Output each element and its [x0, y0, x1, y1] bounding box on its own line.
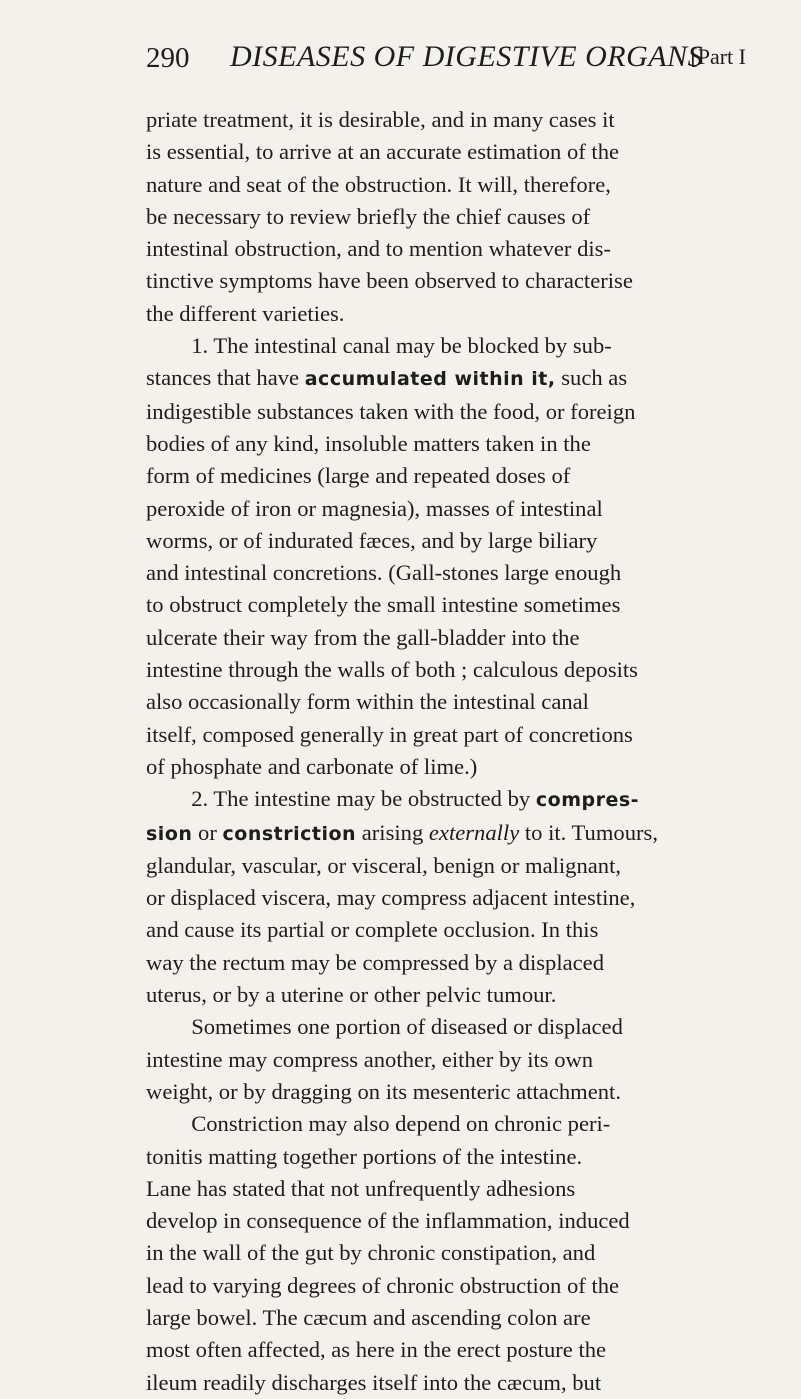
text-line	[146, 396, 746, 428]
text-segment: to obstruct completely the small intestine sometimes	[146, 592, 621, 618]
text-line	[146, 654, 746, 686]
text-line	[146, 233, 746, 265]
text-line	[146, 783, 746, 816]
text-segment: priate treatment, it is desirable, and in many cases it	[146, 107, 615, 132]
text-line	[146, 1141, 746, 1173]
text-line	[146, 493, 746, 525]
text-segment: intestinal obstruction, and to mention whatever dis-	[146, 236, 611, 262]
text-line	[146, 1011, 746, 1043]
text-line	[146, 850, 746, 882]
text-line	[146, 817, 746, 850]
text-line	[146, 525, 746, 557]
text-segment: the different varieties.	[146, 300, 345, 326]
text-line	[146, 428, 746, 460]
text-line	[146, 882, 746, 914]
running-header	[146, 40, 746, 80]
text-line	[146, 1302, 746, 1334]
text-segment: Sometimes one portion of diseased or displaced	[146, 1014, 623, 1040]
text-line	[146, 1334, 746, 1366]
page-number: 290	[146, 42, 190, 74]
text-segment: uterus, or by a uterine or other pelvic tumour.	[146, 982, 557, 1008]
text-line	[146, 751, 746, 783]
text-line	[146, 979, 746, 1011]
text-segment: most often affected, as here in the erect posture the	[146, 1337, 607, 1363]
text-line	[146, 362, 746, 395]
text-line	[146, 622, 746, 654]
text-segment: such as	[555, 365, 628, 391]
text-line	[146, 914, 746, 946]
text-segment: tinctive symptoms have been observed to characterise	[146, 268, 633, 294]
text-line	[146, 265, 746, 297]
text-line	[146, 136, 746, 168]
text-segment: arising	[356, 819, 429, 845]
text-segment: of phosphate and carbonate of lime.)	[146, 753, 478, 779]
text-line	[146, 1367, 746, 1399]
text-segment: intestine through the walls of both ; calculous deposits	[146, 657, 638, 683]
text-segment: is essential, to arrive at an accurate estimation of the	[146, 139, 620, 165]
running-title: DISEASES OF DIGESTIVE ORGANS	[230, 40, 704, 73]
text-line	[146, 201, 746, 233]
text-line	[146, 686, 746, 718]
italic-term: externally	[428, 819, 520, 845]
body-text	[146, 104, 746, 1399]
text-segment: or displaced viscera, may compress adjacent intestine,	[146, 885, 636, 911]
text-segment: large bowel. The cæcum and ascending colon are	[146, 1304, 591, 1330]
text-segment: peroxide of iron or magnesia), masses of intestinal	[146, 495, 603, 521]
text-segment: itself, composed generally in great part of concretions	[146, 721, 633, 747]
text-segment: worms, or of indurated fæces, and by large biliary	[146, 527, 598, 553]
text-segment: indigestible substances taken with the food, or foreign	[146, 398, 636, 424]
text-segment: and cause its partial or complete occlusion. In this	[146, 917, 599, 943]
text-line	[146, 1076, 746, 1108]
text-segment: tonitis matting together portions of the intestine.	[146, 1143, 583, 1169]
bold-term: constriction	[222, 822, 357, 845]
text-line	[146, 719, 746, 751]
text-segment: develop in consequence of the inflammation, induced	[146, 1208, 630, 1234]
text-segment: 1. The intestinal canal may be blocked by sub-	[146, 333, 612, 359]
text-segment: to it. Tumours,	[519, 819, 658, 845]
text-segment: nature and seat of the obstruction. It will, therefore,	[146, 171, 611, 197]
text-segment: lead to varying degrees of chronic obstruction of the	[146, 1272, 620, 1298]
text-segment: Lane has stated that not unfrequently adhesions	[146, 1175, 576, 1201]
text-line	[146, 1044, 746, 1076]
bold-term: compres-	[535, 789, 640, 812]
bold-term: sion	[146, 822, 193, 845]
text-segment: ileum readily discharges itself into the cæcum, but	[146, 1369, 602, 1395]
text-segment: in the wall of the gut by chronic constipation, and	[146, 1240, 596, 1266]
text-segment: glandular, vascular, or visceral, benign or malignant,	[146, 852, 622, 878]
text-segment: be necessary to review briefly the chief causes of	[146, 203, 591, 229]
text-segment: bodies of any kind, insoluble matters taken in the	[146, 430, 591, 456]
text-line	[146, 1205, 746, 1237]
text-segment: weight, or by dragging on its mesenteric attachment.	[146, 1078, 621, 1104]
text-line	[146, 330, 746, 362]
text-segment: 2. The intestine may be obstructed by	[146, 786, 536, 812]
text-segment: form of medicines (large and repeated doses of	[146, 463, 571, 489]
text-line	[146, 1270, 746, 1302]
text-segment: or	[192, 819, 223, 845]
bold-term: accumulated within it,	[304, 368, 556, 391]
text-line	[146, 589, 746, 621]
text-line	[146, 1173, 746, 1205]
text-segment: intestine may compress another, either by its own	[146, 1046, 594, 1072]
text-line	[146, 1237, 746, 1269]
text-segment: also occasionally form within the intestinal canal	[146, 689, 589, 715]
text-line	[146, 298, 746, 330]
text-segment: way the rectum may be compressed by a displaced	[146, 949, 604, 975]
text-segment: and intestinal concretions. (Gall-stones large enough	[146, 560, 622, 586]
text-line	[146, 460, 746, 492]
text-segment: stances that have	[146, 365, 305, 391]
text-line	[146, 557, 746, 589]
text-line	[146, 1108, 746, 1140]
text-line	[146, 104, 746, 136]
text-segment: Constriction may also depend on chronic peri-	[146, 1111, 611, 1137]
text-line	[146, 169, 746, 201]
text-segment: ulcerate their way from the gall-bladder into the	[146, 624, 580, 650]
text-line	[146, 947, 746, 979]
part-label: [Part I	[690, 44, 746, 69]
